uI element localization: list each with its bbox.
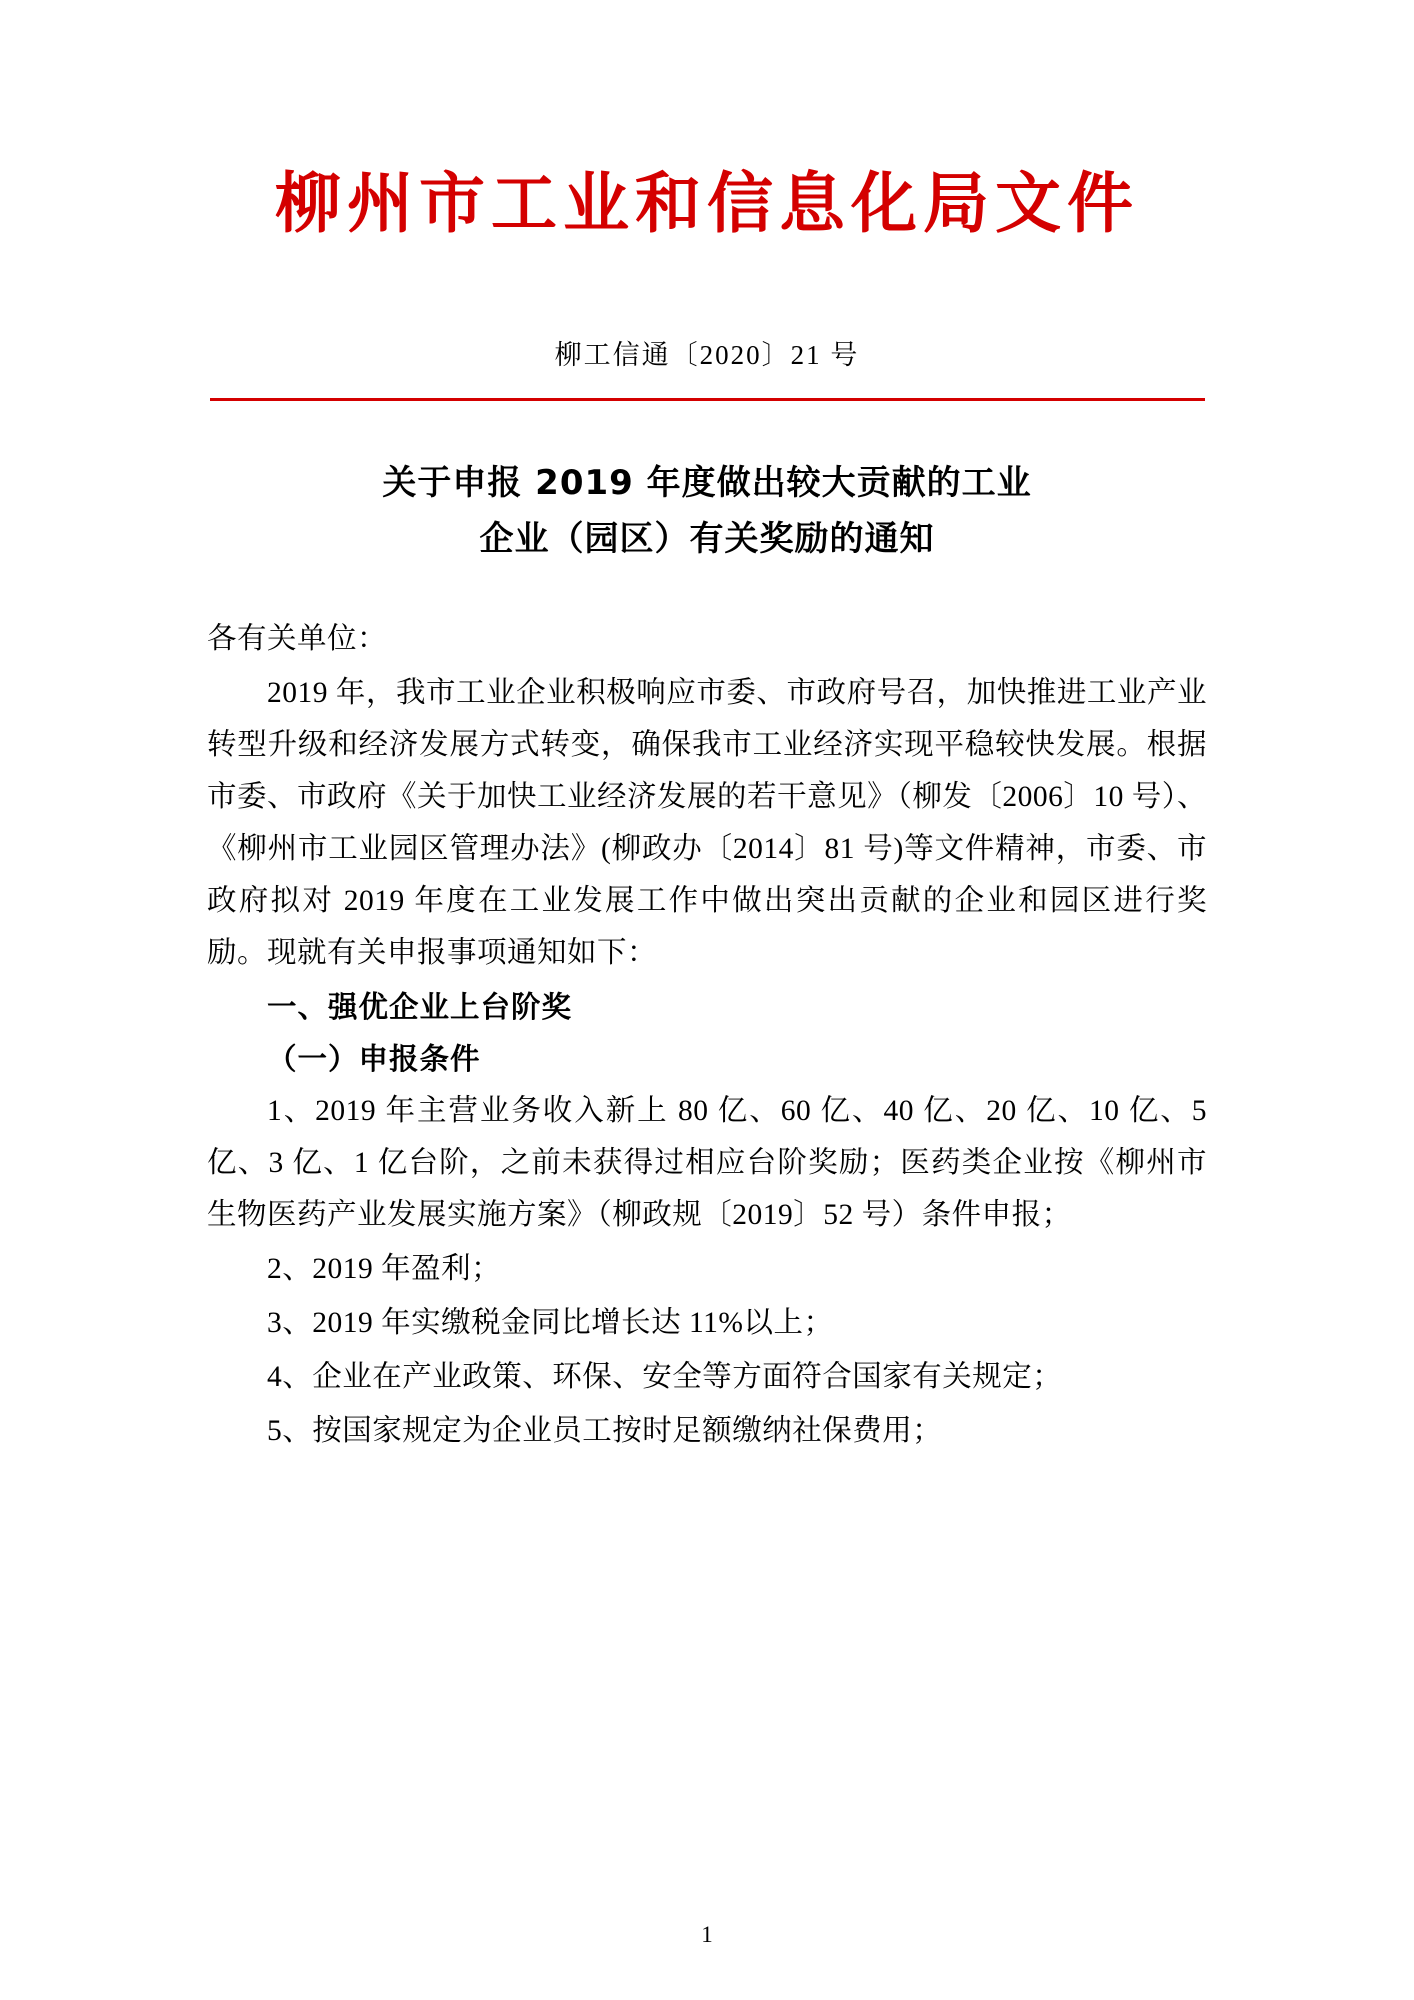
subsection-heading-1: （一）申报条件 bbox=[267, 1041, 481, 1076]
section-heading-1: 一、强优企业上台阶奖 bbox=[267, 989, 573, 1024]
document-number: 柳工信通〔2020〕21 号 bbox=[554, 339, 860, 370]
salutation: 各有关单位： bbox=[207, 622, 388, 655]
list-item-1: 1、2019 年主营业务收入新上 80 亿、60 亿、40 亿、20 亿、10 亿、5 亿、3 亿、1 亿台阶，之前未获得过相应台阶奖励；医药类企业按《柳州市生物医药产业发展实施方案》（柳政规〔2019〕52 号）条件申报； bbox=[207, 1094, 1207, 1231]
page-number: 1 bbox=[701, 1922, 713, 1947]
list-item-3: 3、2019 年实缴税金同比增长达 11%以上； bbox=[267, 1306, 834, 1339]
list-item-4: 4、企业在产业政策、环保、安全等方面符合国家有关规定； bbox=[267, 1360, 1063, 1393]
red-divider-rule bbox=[210, 398, 1205, 401]
document-body bbox=[203, 613, 1211, 1457]
document-title-line-1: 关于申报 2019 年度做出较大贡献的工业 bbox=[382, 462, 1032, 503]
issuing-organization-title: 柳州市工业和信息化局文件 bbox=[275, 165, 1139, 242]
list-item-2: 2、2019 年盈利； bbox=[267, 1252, 502, 1285]
document-title bbox=[0, 455, 1414, 567]
document-title-line-2: 企业（园区）有关奖励的通知 bbox=[479, 518, 935, 559]
document-header bbox=[0, 0, 1414, 241]
list-item-5: 5、按国家规定为企业员工按时足额缴纳社保费用； bbox=[267, 1414, 943, 1447]
body-paragraph-1: 2019 年，我市工业企业积极响应市委、市政府号召，加快推进工业产业转型升级和经济发展方式转变，确保我市工业经济实现平稳较快发展。根据市委、市政府《关于加快工业经济发展的若干意见》（柳发〔2006〕10 号）、《柳州市工业园区管理办法》(柳政办〔2014〕81 号)等文件精神，市委、市政府拟对 2019 年度在工业发展工作中做出突出贡献的企业和园区进行奖励。现就有关申报事项通知如下： bbox=[207, 676, 1207, 969]
